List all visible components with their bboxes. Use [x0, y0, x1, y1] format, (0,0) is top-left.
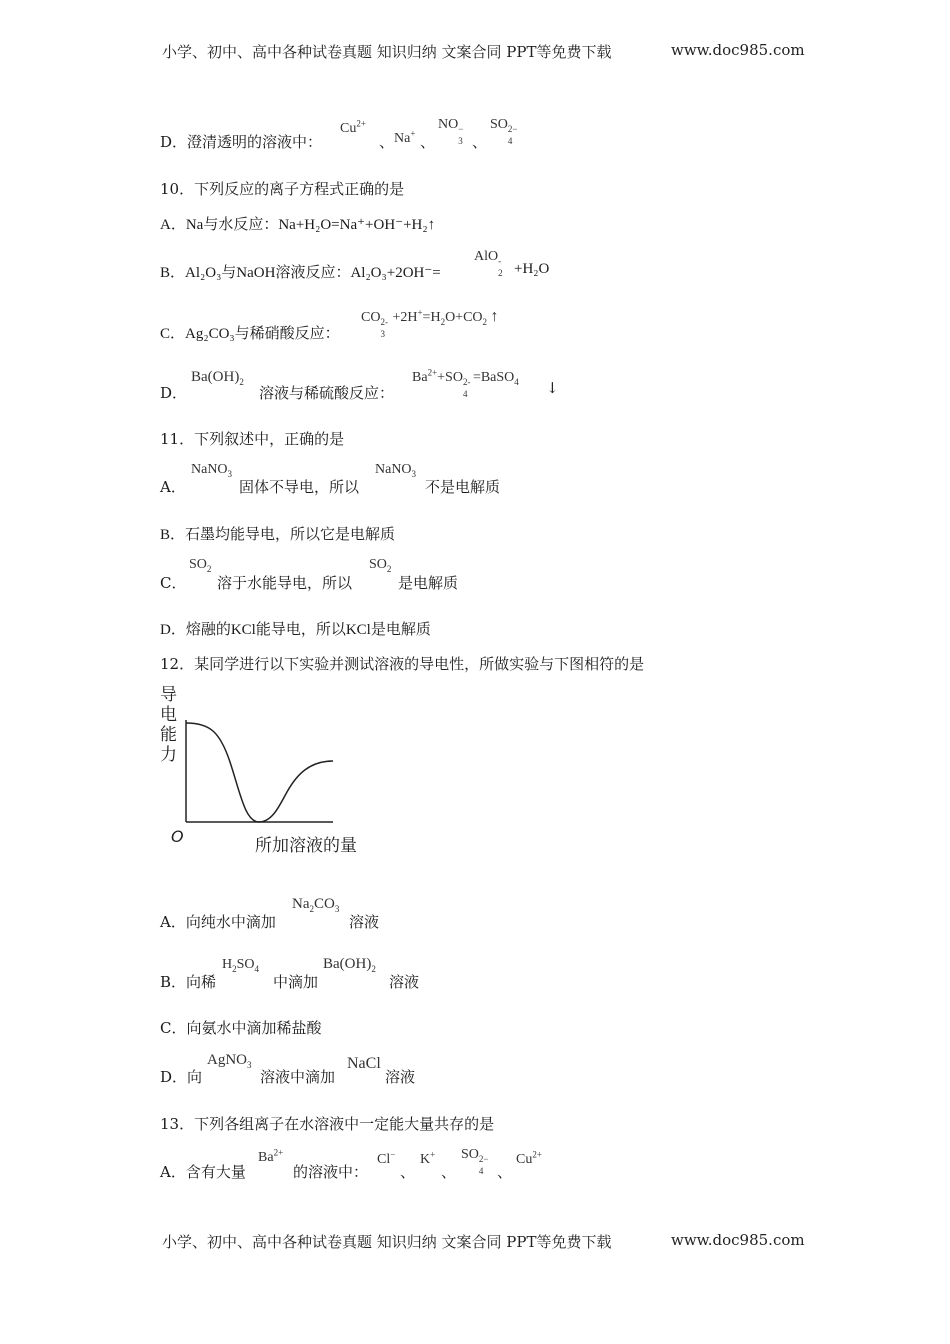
q13-option-a-label: A．含有大量: [160, 1163, 246, 1181]
q11-option-a-label: A．: [160, 478, 186, 496]
graph-curve: [186, 723, 333, 822]
footer-text: 小学、初中、高中各种试卷真题 知识归纳 文案合同 PPT等免费下载: [162, 1233, 612, 1251]
q11-option-c-text2: 是电解质: [398, 574, 459, 592]
q13-sep: 、: [400, 1163, 416, 1181]
q12-option-a-formula: $Na_2CO_3$: [292, 896, 340, 914]
q13-ion-so4: SO 2− 4: [461, 1147, 489, 1176]
q9-ion-so4: SO 2− 4: [490, 117, 518, 146]
graph-y-label-2: 电: [160, 705, 177, 725]
q11-stem: 11．下列叙述中，正确的是: [160, 430, 345, 448]
q12-option-a-label: A．向纯水中滴加: [160, 913, 276, 931]
arrow-up-icon: ↑: [490, 308, 499, 325]
q12-option-d-formula1: AgNO$_3$: [207, 1052, 252, 1070]
footer-link[interactable]: www.doc985.com: [671, 1231, 805, 1249]
q11-option-d: D．熔融的KCl能导电，所以KCl是电解质: [160, 622, 431, 638]
q13-sep: 、: [441, 1163, 457, 1181]
q13-ion-ba: $Ba^{2+}$: [258, 1147, 284, 1165]
q11-option-a-text2: 不是电解质: [425, 478, 501, 496]
q11-option-c-formula2: $SO_2$: [369, 557, 392, 574]
arrow-down-icon: ↓: [546, 379, 559, 397]
q9-sep: 、: [379, 133, 395, 151]
q11-option-b: B．石墨均能导电，所以它是电解质: [160, 527, 396, 543]
graph-y-label-1: 导: [160, 685, 177, 705]
q10-stem: 10．下列反应的离子方程式正确的是: [160, 180, 405, 198]
q13-ion-cl: Cl−: [377, 1149, 396, 1167]
q13-option-a-text: 的溶液中：: [293, 1163, 369, 1181]
q11-option-c-text1: 溶于水能导电，所以: [217, 574, 353, 592]
conductivity-graph: [155, 682, 385, 862]
graph-x-label: 所加溶液的量: [255, 836, 357, 856]
q11-option-a-text1: 固体不导电，所以: [239, 478, 360, 496]
q12-option-d-label: D．向: [160, 1068, 203, 1086]
q12-option-d-formula2: NaCl: [347, 1055, 381, 1072]
q12-option-b-formula1: $H_2SO_4$: [222, 957, 260, 974]
q11-option-c-formula1: $SO_2$: [189, 557, 212, 574]
q9-sep: 、: [420, 133, 436, 151]
header-link[interactable]: www.doc985.com: [671, 41, 805, 59]
graph-y-label-4: 力: [160, 745, 177, 765]
q12-option-b-formula2: $Ba(OH)_2$: [323, 956, 376, 974]
q12-option-b-text2: 溶液: [389, 973, 420, 991]
q11-option-a-formula1: NaNO$_3$: [191, 462, 233, 479]
q9-ion-cu: $Cu^{2+}$: [340, 118, 366, 136]
q12-option-b-text1: 中滴加: [273, 973, 319, 991]
q13-sep: 、: [497, 1163, 513, 1181]
q11-option-a-formula2: NaNO$_3$: [375, 462, 417, 479]
q9-ion-na: Na+: [394, 128, 416, 146]
q10-option-b-prefix: B．Al₂O₃与NaOH溶液反应：Al₂O₃+2OH⁻=: [160, 265, 441, 281]
graph-y-label-3: 能: [160, 725, 177, 745]
q10-option-d-label: D．: [160, 384, 188, 402]
q9-ion-no3: NO − 3: [438, 117, 464, 146]
q11-option-c-label: C．: [160, 574, 187, 592]
q13-stem: 13．下列各组离子在水溶液中一定能大量共存的是: [160, 1115, 495, 1133]
q12-option-b-label: B．向稀: [160, 973, 217, 991]
q10-option-a: A．Na与水反应：Na+H₂O=Na⁺+OH⁻+H₂↑: [160, 217, 436, 233]
q9-option-d-label: D．澄清透明的溶液中：: [160, 133, 323, 151]
q13-ion-k: K+: [420, 1149, 436, 1167]
q10-option-d-equation: $Ba^{2+}+SO$ 2- 4 =BaSO$_4$: [412, 367, 519, 399]
q9-sep: 、: [472, 133, 488, 151]
q13-ion-cu: $Cu^{2+}$: [516, 1149, 542, 1167]
graph-origin: O: [171, 827, 184, 846]
q10-option-d-formula: $Ba(OH)_2$: [191, 369, 244, 387]
q10-option-b-ion: AlO - 2: [474, 249, 503, 278]
q12-option-a-text: 溶液: [349, 913, 380, 931]
q10-option-c-prefix: C．Ag₂CO₃与稀硝酸反应：: [160, 326, 340, 342]
q12-stem: 12．某同学进行以下实验并测试溶液的导电性，所做实验与下图相符的是: [160, 655, 645, 673]
q12-option-d-text1: 溶液中滴加: [260, 1068, 336, 1086]
q12-option-d-text2: 溶液: [385, 1068, 416, 1086]
q10-option-d-text: 溶液与稀硫酸反应：: [259, 384, 395, 402]
q10-option-b-suffix: +H₂O: [514, 261, 550, 277]
q12-option-c: C．向氨水中滴加稀盐酸: [160, 1019, 322, 1037]
header-text: 小学、初中、高中各种试卷真题 知识归纳 文案合同 PPT等免费下载: [162, 43, 612, 61]
q10-option-c-equation: CO 2- 3 $+2H^+=H_2O+CO_2$ ↑: [361, 307, 499, 339]
